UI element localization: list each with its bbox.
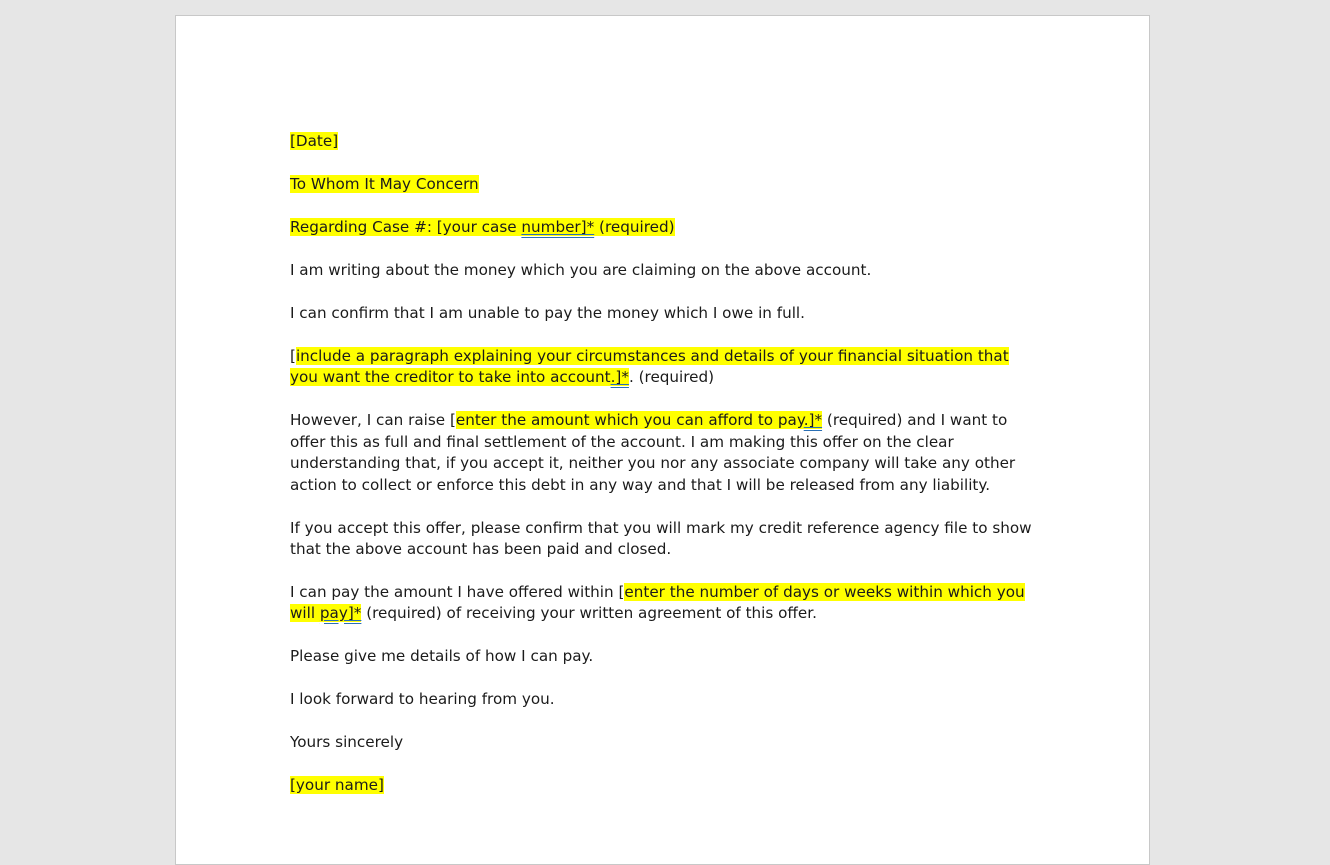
paragraph-unable-to-pay[interactable]: I can confirm that I am unable to pay the money which I owe in full. bbox=[290, 304, 805, 322]
offer-tail: (required) and I want to offer this as full and final settlement of the account. I am making this offer on the clear understanding that, if you accept it, neither you nor any associate company will take any other action to collect or enforce this debt in any way and that I will be released from any liability. bbox=[290, 411, 1016, 494]
closing-line[interactable]: Yours sincerely bbox=[290, 733, 404, 752]
date-line[interactable] bbox=[290, 131, 1040, 152]
paragraph-credit-file[interactable]: If you accept this offer, please confirm that you will mark my credit reference agency file to show that the above account has been paid and closed. bbox=[290, 518, 1032, 559]
signature-line[interactable] bbox=[290, 775, 1040, 796]
signature-placeholder[interactable]: [your name] bbox=[290, 776, 384, 795]
circumstances-squiggle[interactable]: .]* bbox=[610, 368, 629, 387]
paragraph-look-forward[interactable]: I look forward to hearing from you. bbox=[290, 690, 555, 709]
regarding-prefix: Regarding Case #: [your case bbox=[290, 218, 522, 236]
date-placeholder[interactable]: [Date] bbox=[290, 132, 339, 150]
salutation-line[interactable] bbox=[290, 174, 1040, 195]
letter-body[interactable] bbox=[290, 131, 1040, 818]
offer-start: However, I can raise [ bbox=[290, 411, 456, 430]
salutation-text[interactable]: To Whom It May Concern bbox=[290, 175, 479, 193]
paragraph-circumstances[interactable] bbox=[290, 346, 1040, 389]
timing-squiggle[interactable]: pay]* bbox=[319, 604, 362, 623]
timing-start: I can pay the amount I have offered within [ bbox=[290, 583, 625, 602]
circumstances-highlight-text: include a paragraph explaining your circumstances and details of your financial situation that you want the creditor to take into account bbox=[290, 347, 1009, 387]
paragraph-claim[interactable]: I am writing about the money which you are claiming on the above account. bbox=[290, 261, 872, 279]
offer-amount-placeholder[interactable] bbox=[456, 411, 822, 429]
circumstances-required: . (required) bbox=[628, 368, 715, 387]
regarding-case-number-squiggle[interactable]: number]* bbox=[521, 218, 595, 236]
paragraph-payment-details[interactable]: Please give me details of how I can pay. bbox=[290, 647, 594, 666]
paragraph-payment-timing[interactable] bbox=[290, 582, 1040, 625]
offer-highlight-text: enter the amount which you can afford to pay bbox=[455, 411, 804, 430]
offer-squiggle[interactable]: .]* bbox=[803, 411, 823, 430]
timing-tail: (required) of receiving your written agreement of this offer. bbox=[361, 604, 817, 623]
regarding-required: (required) bbox=[594, 218, 675, 236]
document-page[interactable] bbox=[175, 15, 1150, 865]
circumstances-open-bracket: [ bbox=[290, 347, 296, 365]
timing-highlight-text: enter the number of days or weeks within which you will bbox=[290, 583, 1025, 623]
regarding-highlight[interactable] bbox=[290, 218, 675, 236]
paragraph-offer-amount[interactable] bbox=[290, 410, 1040, 496]
regarding-line[interactable] bbox=[290, 217, 1040, 238]
